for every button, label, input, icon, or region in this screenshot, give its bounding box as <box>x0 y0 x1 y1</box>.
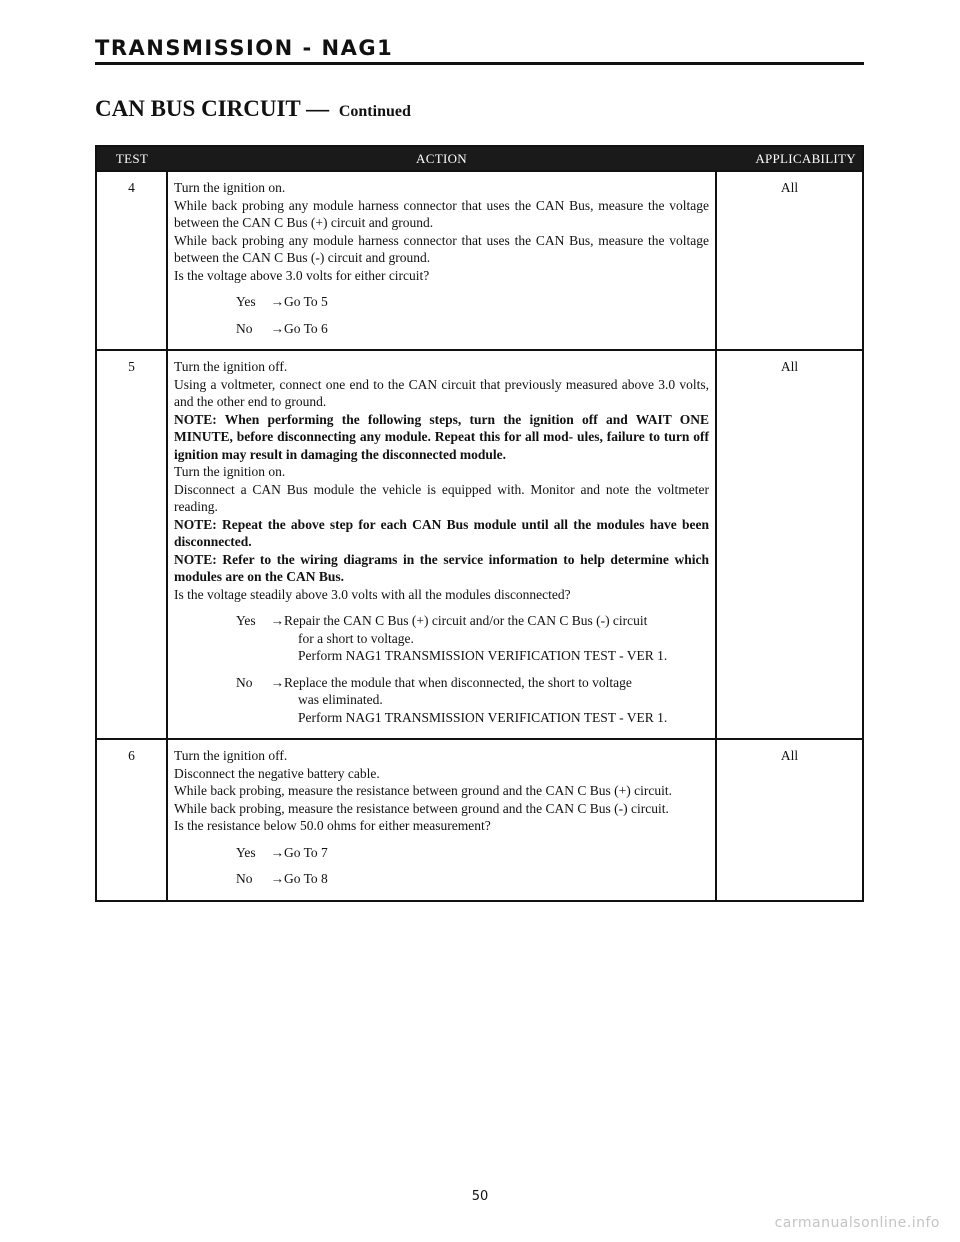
answer-option-no <box>174 320 709 338</box>
answer-label: No <box>236 320 253 336</box>
arrow-right-icon: → <box>270 674 284 690</box>
page-header: TRANSMISSION - NAG1 <box>95 36 864 65</box>
section-title <box>95 96 411 122</box>
answer-result: Go To 7 <box>284 844 328 860</box>
action-line: Turn the ignition off. <box>174 359 288 374</box>
test-action <box>167 171 716 350</box>
action-question: Is the resistance below 50.0 ohms for either measurement? <box>174 818 491 833</box>
action-line: While back probing, measure the resistance between ground and the CAN C Bus (+) circuit. <box>174 783 672 798</box>
action-line: While back probing any module harness connector that uses the CAN Bus, measure the voltage between the CAN C Bus (+) circuit and ground. <box>174 197 709 230</box>
answer-label: Yes <box>236 613 256 628</box>
action-line: Turn the ignition on. <box>174 180 286 195</box>
answer-result-continued: Perform NAG1 TRANSMISSION VERIFICATION TEST - VER 1. <box>298 648 668 663</box>
note-text: NOTE: Repeat the above step for each CAN Bus module until all the modules have been disconnected. <box>174 516 709 549</box>
answer-option-no <box>174 870 709 888</box>
action-question: Is the voltage steadily above 3.0 volts with all the modules disconnected? <box>174 586 571 602</box>
arrow-right-icon: → <box>270 871 284 886</box>
test-number: 6 <box>96 739 167 901</box>
action-question: Is the voltage above 3.0 volts for either circuit? <box>174 267 430 283</box>
watermark: carmanualsonline.info <box>774 1215 940 1231</box>
answer-result-continued: Perform NAG1 TRANSMISSION VERIFICATION TEST - VER 1. <box>298 709 668 725</box>
column-header-applicability: APPLICABILITY <box>716 146 863 171</box>
answer-option-yes <box>174 612 709 665</box>
action-line: While back probing any module harness connector that uses the CAN Bus, measure the voltage between the CAN C Bus (-) circuit and ground. <box>174 232 709 265</box>
test-action <box>167 739 716 901</box>
arrow-right-icon: → <box>270 320 284 336</box>
answer-result: Go To 6 <box>284 320 328 336</box>
answer-label: Yes <box>236 844 256 860</box>
table-header-row <box>96 146 863 171</box>
answer-result: Go To 5 <box>284 294 328 309</box>
arrow-right-icon: → <box>270 294 284 309</box>
table-row-test-4 <box>96 171 863 350</box>
table-row-test-5 <box>96 350 863 739</box>
answer-result: Replace the module that when disconnected, the short to voltage <box>284 674 632 690</box>
diagnostic-table <box>95 145 864 902</box>
answer-result: Go To 8 <box>284 871 328 886</box>
test-number: 5 <box>96 350 167 739</box>
action-line: Turn the ignition off. <box>174 748 288 763</box>
answer-label: No <box>236 674 253 690</box>
note-text: NOTE: When performing the following steps, turn the ignition off and WAIT ONE MINUTE, before disconnecting any module. Repeat this for all mod- ules, failure to turn off ignition may result in damaging the disconnected module. <box>174 411 709 462</box>
action-line: While back probing, measure the resistance between ground and the CAN C Bus (-) circuit. <box>174 800 669 816</box>
answer-result-continued: was eliminated. <box>298 692 383 707</box>
answer-option-no <box>174 674 709 727</box>
section-title-text: CAN BUS CIRCUIT — <box>95 96 330 121</box>
action-line: Turn the ignition on. <box>174 464 286 479</box>
answer-option-yes <box>174 293 709 311</box>
answer-label: No <box>236 871 253 886</box>
note-text: NOTE: Refer to the wiring diagrams in the service information to help determine which modules are on the CAN Bus. <box>174 551 709 584</box>
answer-result: Repair the CAN C Bus (+) circuit and/or the CAN C Bus (-) circuit <box>284 613 648 628</box>
test-applicability: All <box>716 350 863 739</box>
answer-result-continued: for a short to voltage. <box>298 630 414 646</box>
action-line: Disconnect a CAN Bus module the vehicle is equipped with. Monitor and note the voltmeter reading. <box>174 481 709 514</box>
action-line: Using a voltmeter, connect one end to the CAN circuit that previously measured above 3.0 volts, and the other end to ground. <box>174 376 709 409</box>
answer-label: Yes <box>236 294 256 309</box>
column-header-action: ACTION <box>167 146 716 171</box>
test-action <box>167 350 716 739</box>
arrow-right-icon: → <box>270 613 284 628</box>
section-continued: Continued <box>338 103 411 120</box>
answer-option-yes <box>174 844 709 862</box>
arrow-right-icon: → <box>270 844 284 860</box>
action-line: Disconnect the negative battery cable. <box>174 765 380 781</box>
test-applicability: All <box>716 171 863 350</box>
test-applicability: All <box>716 739 863 901</box>
table-row-test-6 <box>96 739 863 901</box>
test-number: 4 <box>96 171 167 350</box>
column-header-test: TEST <box>96 146 167 171</box>
page-number: 50 <box>471 1189 489 1204</box>
